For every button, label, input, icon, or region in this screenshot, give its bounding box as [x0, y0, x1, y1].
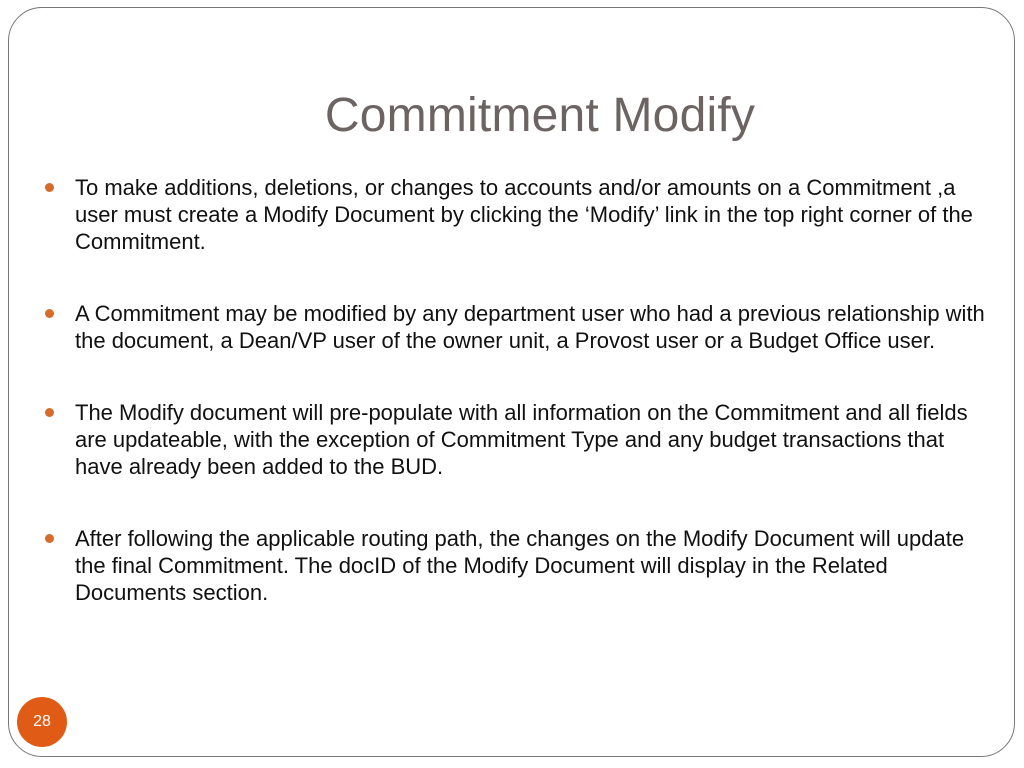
bullet-dot-icon — [45, 534, 54, 543]
bullet-item — [38, 300, 988, 354]
bullet-dot-icon — [45, 408, 54, 417]
bullet-text: A Commitment may be modified by any department user who had a previous relationship with the document, a Dean/VP user of the owner unit, a Provost user or a Budget Office user. — [75, 301, 985, 353]
bullet-dot-icon — [45, 309, 54, 318]
bullet-text: After following the applicable routing path, the changes on the Modify Document will update the final Commitment. The docID of the Modify Document will display in the Related Documents section. — [75, 526, 965, 605]
bullet-text: To make additions, deletions, or changes to accounts and/or amounts on a Commitment ,a user must create a Modify Document by clicking the ‘Modify’ link in the top right corner of the Commitment. — [75, 175, 973, 254]
bullet-item — [38, 399, 988, 480]
slide-title: Commitment Modify — [324, 89, 756, 142]
bullet-list — [38, 174, 988, 606]
bullet-item — [38, 174, 988, 255]
bullet-text: The Modify document will pre-populate with all information on the Commitment and all fields are updateable, with the exception of Commitment Type and any budget transactions that have already been added to the BUD. — [75, 400, 968, 479]
bullet-item — [38, 525, 988, 606]
bullet-dot-icon — [45, 183, 54, 192]
page-number-badge: 28 — [17, 697, 67, 747]
